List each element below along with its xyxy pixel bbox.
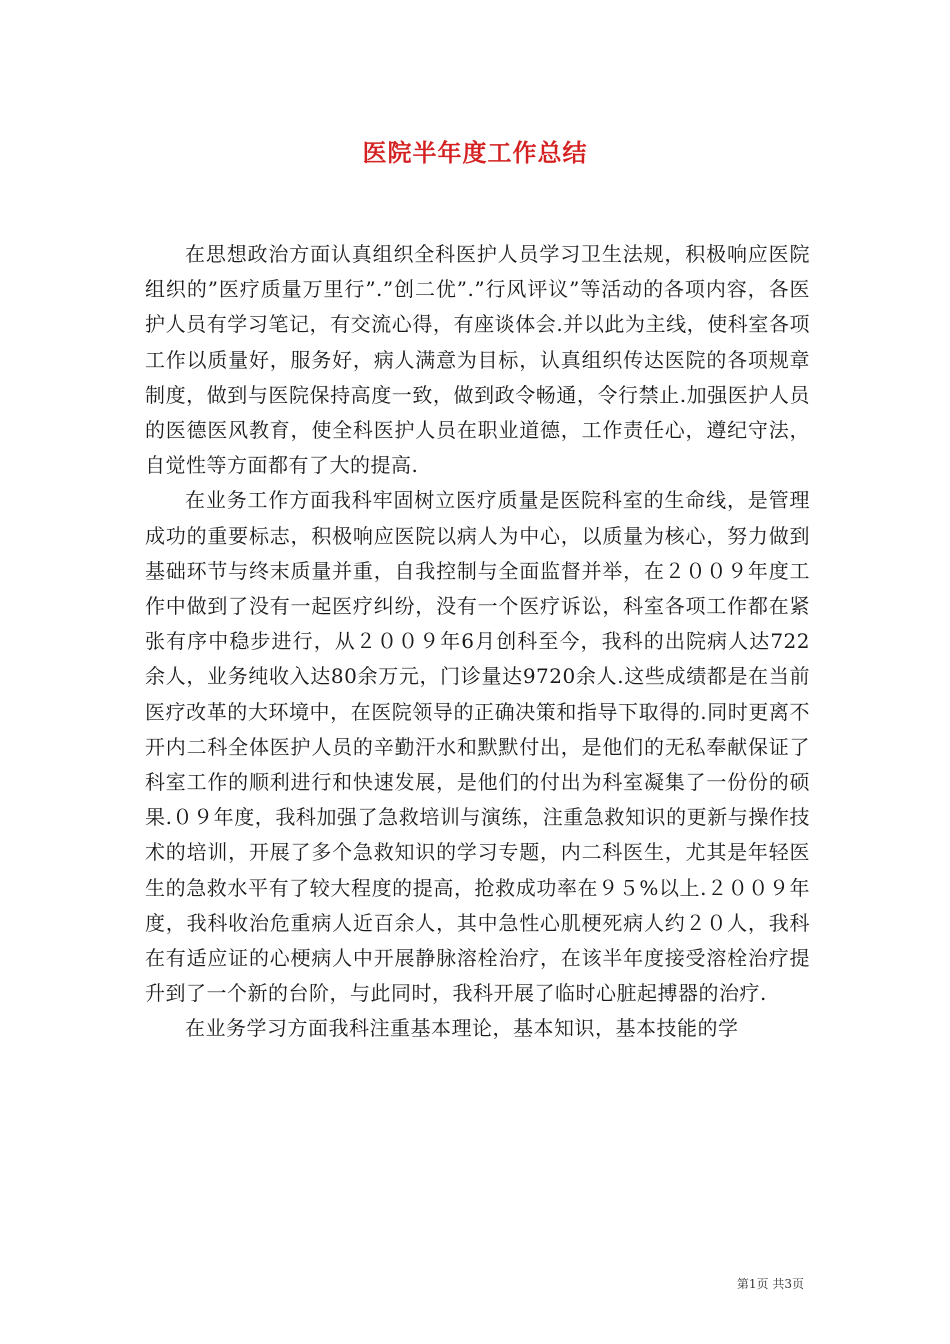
paragraph-business-work: 在业务工作方面我科牢固树立医疗质量是医院科室的生命线，是管理成功的重要标志，积极响应医院以病人为中心，以质量为核心，努力做到基础环节与终末质量并重，自我控制与全面监督并举，在２００９年度工作中做到了没有一起医疗纠纷，没有一个医疗诉讼，科室各项工作都在紧张有序中稳步进行，从２００９年6月创科至今，我科的出院病人达722余人，业务纯收入达80余万元，门诊量达9720余人.这些成绩都是在当前医疗改革的大环境中，在医院领导的正确决策和指导下取得的.同时更离不开内二科全体医护人员的辛勤汗水和默默付出，是他们的无私奉献保证了科室工作的顺利进行和快速发展，是他们的付出为科室凝集了一份份的硕果.０９年度，我科加强了急救培训与演练，注重急救知识的更新与操作技术的培训，开展了多个急救知识的学习专题，内二科医生，尤其是年轻医生的急救水平有了较大程度的提高，抢救成功率在９５%以上.２００９年度，我科收治危重病人近百余人，其中急性心肌梗死病人约２０人，我科在有适应证的心梗病人中开展静脉溶栓治疗，在该半年度接受溶栓治疗提升到了一个新的台阶，与此同时，我科开展了临时心脏起搏器的治疗.: [145, 488, 810, 1006]
paragraph-political: 在思想政治方面认真组织全科医护人员学习卫生法规，积极响应医院组织的”医疗质量万里行”.”创二优”.”行风评议”等活动的各项内容，各医护人员有学习笔记，有交流心得，有座谈体会.并以此为主线，使科室各项工作以质量好，服务好，病人满意为目标，认真组织传达医院的各项规章制度，做到与医院保持高度一致，做到政令畅通，令行禁止.加强医护人员的医德医风教育，使全科医护人员在职业道德，工作责任心，遵纪守法，自觉性等方面都有了大的提高.: [145, 242, 810, 478]
paragraph-business-study: 在业务学习方面我科注重基本理论，基本知识，基本技能的学: [185, 1016, 739, 1041]
page-number-footer: 第1页 共3页: [736, 1277, 804, 1291]
document-body: [145, 237, 810, 1047]
page-title: 医院半年度工作总结: [362, 138, 588, 167]
